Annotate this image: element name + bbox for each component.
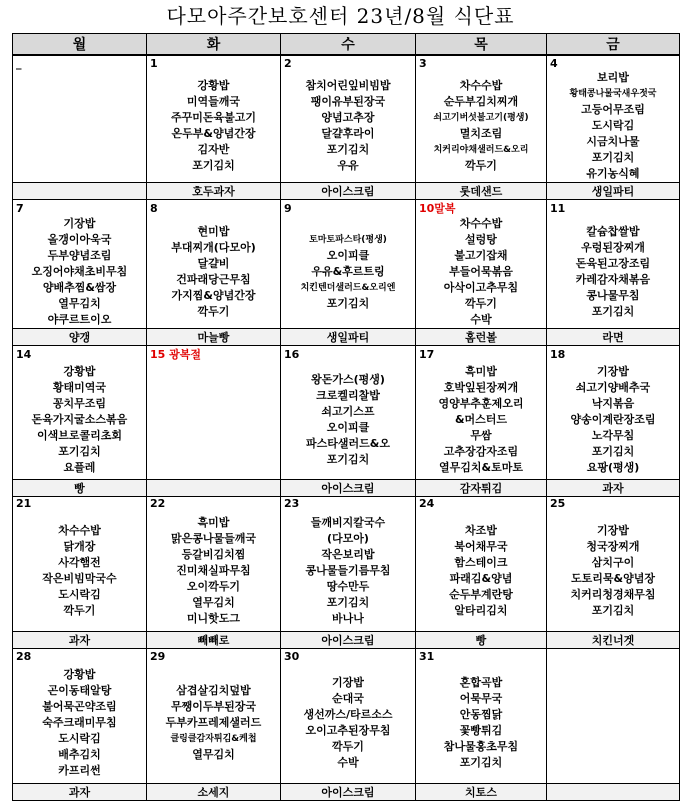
menu-item: 도시락김 xyxy=(58,731,101,745)
date-cell: 2 xyxy=(281,55,416,70)
date-cell: 28 xyxy=(13,649,147,664)
snack-cell: 롯데샌드 xyxy=(416,183,547,200)
date-cell: 7 xyxy=(13,200,147,217)
menu-item: 기장밥 xyxy=(63,217,96,230)
menu-item: 두부양념조림 xyxy=(47,249,112,262)
menu-row xyxy=(13,362,680,479)
menu-cell xyxy=(547,70,680,183)
menu-cell xyxy=(13,511,147,632)
menu-item: 고등어무조림 xyxy=(581,103,645,116)
date-cell: 3 xyxy=(416,55,547,70)
menu-item: 수박 xyxy=(337,755,359,769)
date-row xyxy=(13,649,680,664)
menu-item: 양념고추장 xyxy=(321,111,375,124)
menu-item: 포기김치 xyxy=(326,453,370,467)
menu-cell xyxy=(13,663,147,783)
menu-item: 쇠고기양배추국 xyxy=(575,381,651,395)
date-row xyxy=(13,55,680,70)
menu-item: 올갱이아욱국 xyxy=(47,233,112,246)
menu-cell xyxy=(547,362,680,479)
menu-item: 부대찌개(다모아) xyxy=(171,241,256,254)
menu-item: 강황밥 xyxy=(63,667,96,681)
snack-cell: 치토스 xyxy=(416,783,547,800)
menu-item: 맑은콩나물들깨국 xyxy=(170,531,256,545)
weekday-header-fri: 금 xyxy=(547,34,680,56)
snack-row xyxy=(13,183,680,200)
menu-item: 열무김치 xyxy=(192,747,235,761)
menu-cell xyxy=(281,70,416,183)
snack-cell xyxy=(147,479,281,496)
menu-item: 포기김치 xyxy=(591,445,635,459)
menu-item: 부들어묵볶음 xyxy=(449,265,513,278)
menu-item: 미역들깨국 xyxy=(186,95,241,108)
menu-item: 칼슘찹쌀밥 xyxy=(586,225,640,238)
menu-item: 영양부추훈제오리 xyxy=(438,397,524,411)
menu-item: 수박 xyxy=(470,313,492,326)
menu-item: 온두부&양념간장 xyxy=(171,127,256,140)
menu-item: 순두부계란탕 xyxy=(449,587,513,601)
date-cell: 16 xyxy=(281,346,416,363)
menu-item: 낙지볶음 xyxy=(591,397,635,411)
menu-item: 강황밥 xyxy=(197,79,230,92)
menu-item: 흑미밥 xyxy=(197,515,230,529)
snack-cell: 아이스크림 xyxy=(281,632,416,649)
snack-cell: 호두과자 xyxy=(147,183,281,200)
snack-cell: 치킨너겟 xyxy=(547,632,680,649)
date-cell: 10말복 xyxy=(416,200,547,217)
menu-item: 보리밥 xyxy=(597,71,629,84)
menu-item: 포기김치 xyxy=(326,297,370,310)
snack-cell: 마늘빵 xyxy=(147,329,281,346)
menu-item: 카프리썬 xyxy=(58,763,101,777)
menu-item: 양송이계란장조림 xyxy=(570,413,656,427)
menu-item: 아삭이고추무침 xyxy=(443,281,519,294)
menu-item: 청국장찌개 xyxy=(586,539,640,553)
menu-item: 황태미역국 xyxy=(52,381,107,395)
menu-item: 강황밥 xyxy=(63,365,96,379)
weekday-header-wed: 수 xyxy=(281,34,416,56)
menu-item: 땅수만두 xyxy=(326,579,370,593)
menu-item: 쇠고기스프 xyxy=(321,405,375,419)
menu-cell xyxy=(147,216,281,329)
menu-cell xyxy=(281,663,416,783)
menu-cell xyxy=(13,362,147,479)
menu-item: 오이고추된장무침 xyxy=(305,723,391,737)
date-cell: 11 xyxy=(547,200,680,217)
menu-item: 포기김치 xyxy=(459,755,503,769)
menu-item: 순두부김치찌개 xyxy=(443,95,519,108)
snack-cell: 과자 xyxy=(547,479,680,496)
menu-item: 생선까스/타르소스 xyxy=(303,707,393,721)
menu-cell xyxy=(147,511,281,632)
menu-cell xyxy=(416,362,547,479)
menu-item: 기장밥 xyxy=(597,365,629,379)
menu-item: 열무김치 xyxy=(192,595,235,609)
menu-item: 차조밥 xyxy=(465,523,497,537)
menu-cell xyxy=(547,511,680,632)
menu-cell xyxy=(281,511,416,632)
menu-cell xyxy=(416,511,547,632)
menu-item: 깍두기 xyxy=(197,305,230,318)
menu-item: 토마토파스타(평생) xyxy=(309,235,387,245)
date-cell: 29 xyxy=(147,649,281,664)
menu-item: 설렁탕 xyxy=(465,233,497,246)
menu-item: 꽃빵튀김 xyxy=(459,723,503,737)
menu-item: 오이피클 xyxy=(326,421,370,435)
menu-cell xyxy=(281,362,416,479)
menu-item: 어묵무국 xyxy=(459,691,503,705)
menu-item: 현미밥 xyxy=(197,225,230,238)
snack-cell: 양갱 xyxy=(13,329,147,346)
snack-cell xyxy=(13,183,147,200)
menu-item: &머스터드 xyxy=(454,413,508,427)
menu-item: 무쨍이두부된장국 xyxy=(170,699,256,713)
menu-item: 열무김치&토마토 xyxy=(439,461,523,475)
weekday-header-tue: 화 xyxy=(147,34,281,56)
snack-cell: 라면 xyxy=(547,329,680,346)
menu-item: 달걀비 xyxy=(197,257,230,270)
menu-item: 사각햄전 xyxy=(58,555,101,569)
menu-item: 건파래당근무침 xyxy=(176,273,251,286)
weeks-body xyxy=(13,55,680,800)
menu-item: 치커리청경채무침 xyxy=(570,587,656,601)
date-cell: 21 xyxy=(13,496,147,511)
snack-cell: 감자튀김 xyxy=(416,479,547,496)
snack-cell: 소세지 xyxy=(147,783,281,800)
menu-item: 콩나물들기름무침 xyxy=(305,563,391,577)
date-cell: 9 xyxy=(281,200,416,217)
menu-item: 포기김치 xyxy=(192,159,235,172)
menu-item: 돈육가지굴소스볶음 xyxy=(31,413,128,427)
menu-item: 우유 xyxy=(337,159,359,172)
menu-item: 멸치조림 xyxy=(459,127,503,140)
menu-item: 노각무침 xyxy=(591,429,635,443)
menu-row xyxy=(13,511,680,632)
menu-item: 파래김&양념 xyxy=(449,571,513,585)
menu-item: 치킨텐더샐러드&오리엔 xyxy=(300,283,396,293)
snack-row xyxy=(13,783,680,800)
menu-item: 두부카프레제샐러드 xyxy=(165,715,262,729)
menu-item: 닭개장 xyxy=(63,539,96,553)
menu-item: 무쌈 xyxy=(470,429,492,443)
snack-cell xyxy=(547,783,680,800)
menu-item: 도토리묵&양념장 xyxy=(571,571,655,585)
date-cell: 14 xyxy=(13,346,147,363)
date-cell: _ xyxy=(13,55,147,70)
snack-row xyxy=(13,479,680,496)
menu-item: 야쿠르트이오 xyxy=(47,313,112,326)
menu-item: 도시락김 xyxy=(591,119,635,132)
menu-cell xyxy=(281,216,416,329)
menu-item: 차수수밥 xyxy=(459,79,503,92)
menu-item: 도시락김 xyxy=(58,587,101,601)
weekday-header-row xyxy=(13,34,680,56)
menu-row xyxy=(13,216,680,329)
menu-item: 바나나 xyxy=(332,611,364,625)
menu-item: 참치어린잎비빔밥 xyxy=(305,79,391,92)
menu-item: 차수수밥 xyxy=(58,523,101,537)
menu-item: 주꾸미돈육불고기 xyxy=(170,111,256,124)
menu-item: 가지찜&양념간장 xyxy=(171,289,256,302)
menu-cell xyxy=(13,216,147,329)
date-cell: 1 xyxy=(147,55,281,70)
menu-item: 깍두기 xyxy=(465,297,497,310)
menu-item: 오이피클 xyxy=(326,249,370,262)
menu-cell xyxy=(147,362,281,479)
menu-item: 깍두기 xyxy=(465,159,497,172)
menu-item: 포기김치 xyxy=(591,305,635,318)
menu-item: 콩나물무침 xyxy=(586,289,640,302)
menu-item: 포기김치 xyxy=(591,603,635,617)
menu-item: 클링클감자튀김&케첩 xyxy=(170,733,257,744)
meal-plan-table xyxy=(12,33,680,801)
snack-cell: 아이스크림 xyxy=(281,183,416,200)
menu-item: 시금치나물 xyxy=(586,135,640,148)
date-cell: 17 xyxy=(416,346,547,363)
menu-item: 기장밥 xyxy=(332,675,364,689)
menu-cell xyxy=(147,70,281,183)
menu-item: 이색브로콜리초회 xyxy=(36,429,122,443)
weekday-header-mon: 월 xyxy=(13,34,147,56)
date-row xyxy=(13,200,680,217)
menu-item: 황태콩나물국새우젓국 xyxy=(569,89,657,99)
menu-item: 작은비빔막국수 xyxy=(42,571,117,585)
date-cell: 18 xyxy=(547,346,680,363)
snack-cell: 빼빼로 xyxy=(147,632,281,649)
menu-item: 유기농식혜 xyxy=(586,167,640,180)
menu-item: 오징어야채초비무침 xyxy=(31,265,128,278)
snack-cell: 생일파티 xyxy=(281,329,416,346)
date-row xyxy=(13,346,680,363)
menu-item: 오이깍두기 xyxy=(186,579,241,593)
date-cell: 4 xyxy=(547,55,680,70)
menu-item: 양배추찜&쌈장 xyxy=(42,281,117,294)
date-cell: 22 xyxy=(147,496,281,511)
date-cell: 31 xyxy=(416,649,547,664)
menu-item: 삼치구이 xyxy=(591,555,635,569)
menu-item: 흑미밥 xyxy=(465,365,497,379)
date-cell: 25 xyxy=(547,496,680,511)
menu-item: 돈육된고장조림 xyxy=(575,257,651,270)
snack-cell: 과자 xyxy=(13,632,147,649)
weekday-header-thu: 목 xyxy=(416,34,547,56)
date-cell: 24 xyxy=(416,496,547,511)
snack-cell: 아이스크림 xyxy=(281,479,416,496)
menu-item: 알타리김치 xyxy=(454,603,508,617)
menu-row xyxy=(13,663,680,783)
menu-item: 요팡(평생) xyxy=(586,461,640,475)
menu-item: 깍두기 xyxy=(332,739,364,753)
menu-item: 기장밥 xyxy=(597,523,629,537)
menu-cell xyxy=(416,70,547,183)
menu-cell xyxy=(547,663,680,783)
menu-cell xyxy=(416,663,547,783)
date-cell: 23 xyxy=(281,496,416,511)
menu-item: 치커리야채샐러드&오리 xyxy=(433,145,529,155)
menu-item: 진미채실파무침 xyxy=(176,563,251,577)
menu-item: 포기김치 xyxy=(326,595,370,609)
menu-item: 카레감자채볶음 xyxy=(575,273,651,286)
menu-item: 배추김치 xyxy=(58,747,101,761)
menu-item: 깍두기 xyxy=(63,603,96,617)
menu-item: 들깨비지칼국수 xyxy=(310,515,386,529)
snack-cell: 빵 xyxy=(416,632,547,649)
menu-item: (다모아) xyxy=(327,531,369,545)
menu-item: 등갈비김치찜 xyxy=(181,547,246,561)
menu-item: 숙주크래미무침 xyxy=(42,715,117,729)
menu-item: 혼합곡밥 xyxy=(459,675,503,689)
menu-item: 안동찜닭 xyxy=(459,707,503,721)
menu-cell xyxy=(416,216,547,329)
menu-item: 요플레 xyxy=(63,461,96,475)
menu-item: 불고기잡채 xyxy=(454,249,508,262)
menu-item: 쇠고기버섯불고기(평생) xyxy=(433,113,529,123)
snack-cell: 생일파티 xyxy=(547,183,680,200)
menu-item: 포기김치 xyxy=(591,151,635,164)
snack-cell: 아이스크림 xyxy=(281,783,416,800)
menu-item: 차수수밥 xyxy=(459,217,503,230)
menu-cell xyxy=(13,70,147,183)
menu-item: 참나물홍초무침 xyxy=(443,739,519,753)
page-title: 다모아주간보호센터 23년/8월 식단표 xyxy=(166,4,515,28)
menu-item: 고추장감자조림 xyxy=(443,445,519,459)
menu-item: 파스타샐러드&오 xyxy=(306,437,390,451)
menu-item: 왕돈가스(평생) xyxy=(311,373,385,387)
menu-item: 북어채무국 xyxy=(454,539,508,553)
snack-cell: 홈런볼 xyxy=(416,329,547,346)
menu-item: 꽁치무조림 xyxy=(52,397,107,411)
date-cell: 30 xyxy=(281,649,416,664)
menu-item: 우유&후르트링 xyxy=(311,265,385,278)
menu-item: 김자반 xyxy=(197,143,230,156)
menu-item: 호박잎된장찌개 xyxy=(443,381,519,395)
date-cell xyxy=(547,649,680,664)
menu-row xyxy=(13,70,680,183)
date-row xyxy=(13,496,680,511)
snack-cell: 빵 xyxy=(13,479,147,496)
menu-item: 불어묵곤약조림 xyxy=(42,699,117,713)
menu-cell xyxy=(547,216,680,329)
menu-item: 크로켈리찰밥 xyxy=(316,389,380,403)
menu-item: 미니핫도그 xyxy=(186,611,241,625)
snack-cell: 과자 xyxy=(13,783,147,800)
menu-item: 포기김치 xyxy=(326,143,370,156)
menu-item: 포기김치 xyxy=(58,445,101,459)
snack-row xyxy=(13,632,680,649)
menu-item: 순대국 xyxy=(332,691,364,705)
menu-item: 열무김치 xyxy=(58,297,101,310)
menu-item: 함스테이크 xyxy=(454,555,508,569)
menu-item: 우렁된장찌개 xyxy=(581,241,645,254)
snack-row xyxy=(13,329,680,346)
date-cell: 15 광복절 xyxy=(147,346,281,363)
menu-item: 작은보리밥 xyxy=(321,547,375,561)
menu-cell xyxy=(147,663,281,783)
date-cell: 8 xyxy=(147,200,281,217)
menu-item: 팽이유부된장국 xyxy=(310,95,386,108)
menu-item: 곤이동태알탕 xyxy=(47,683,112,697)
menu-item: 삼겹살김치덮밥 xyxy=(176,683,251,697)
menu-item: 달걀후라이 xyxy=(321,127,375,140)
